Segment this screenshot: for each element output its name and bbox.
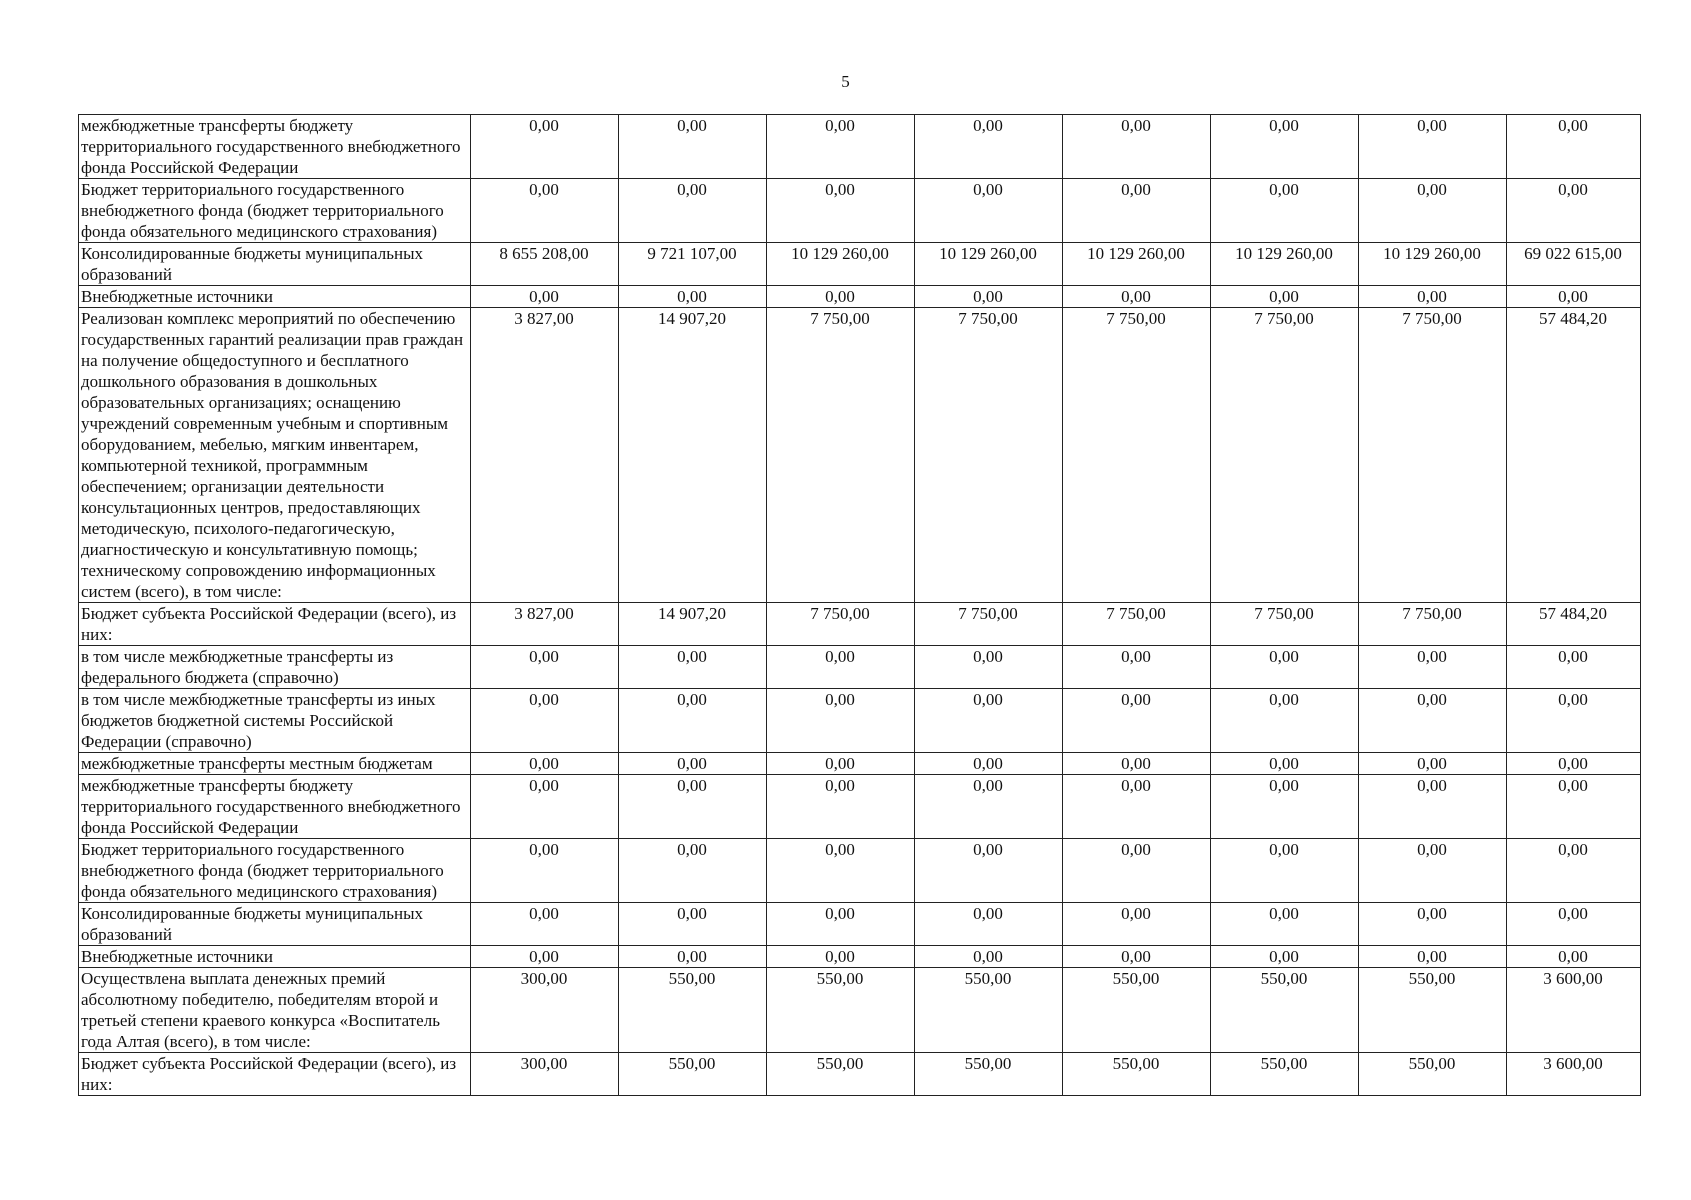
row-value-col-1: 0,00 (471, 179, 619, 243)
row-value-col-8: 0,00 (1507, 903, 1641, 946)
row-label: в том числе межбюджетные трансферты из иных бюджетов бюджетной системы Российской Федерации (справочно) (79, 689, 471, 753)
row-value-col-4: 550,00 (915, 1053, 1063, 1096)
row-value-col-6: 7 750,00 (1211, 603, 1359, 646)
row-value-col-5: 0,00 (1063, 753, 1211, 775)
row-value-col-8: 0,00 (1507, 179, 1641, 243)
row-value-col-6: 0,00 (1211, 179, 1359, 243)
row-value-col-2: 0,00 (619, 753, 767, 775)
row-value-col-2: 0,00 (619, 903, 767, 946)
budget-table (78, 114, 1641, 1096)
row-value-col-1: 300,00 (471, 968, 619, 1053)
row-value-col-8: 0,00 (1507, 775, 1641, 839)
row-value-col-2: 0,00 (619, 646, 767, 689)
row-value-col-7: 0,00 (1359, 775, 1507, 839)
row-value-col-4: 7 750,00 (915, 308, 1063, 603)
row-value-col-5: 0,00 (1063, 775, 1211, 839)
table-row (79, 646, 1641, 689)
row-label: межбюджетные трансферты бюджету территориального государственного внебюджетного фонда Российской Федерации (79, 115, 471, 179)
row-value-col-8: 57 484,20 (1507, 603, 1641, 646)
row-value-col-3: 0,00 (767, 775, 915, 839)
row-label: Бюджет территориального государственного внебюджетного фонда (бюджет территориального фонда обязательного медицинского страхования) (79, 179, 471, 243)
row-value-col-8: 0,00 (1507, 286, 1641, 308)
row-value-col-5: 0,00 (1063, 839, 1211, 903)
row-value-col-3: 0,00 (767, 179, 915, 243)
row-value-col-4: 0,00 (915, 646, 1063, 689)
table-row (79, 243, 1641, 286)
row-value-col-7: 0,00 (1359, 946, 1507, 968)
row-value-col-4: 0,00 (915, 753, 1063, 775)
row-value-col-2: 0,00 (619, 839, 767, 903)
row-value-col-7: 0,00 (1359, 115, 1507, 179)
row-value-col-6: 0,00 (1211, 753, 1359, 775)
row-value-col-4: 0,00 (915, 946, 1063, 968)
row-value-col-8: 0,00 (1507, 946, 1641, 968)
row-value-col-4: 550,00 (915, 968, 1063, 1053)
row-value-col-2: 550,00 (619, 1053, 767, 1096)
row-value-col-7: 7 750,00 (1359, 308, 1507, 603)
row-value-col-1: 300,00 (471, 1053, 619, 1096)
row-value-col-6: 550,00 (1211, 1053, 1359, 1096)
row-value-col-5: 0,00 (1063, 903, 1211, 946)
row-label: Внебюджетные источники (79, 286, 471, 308)
row-value-col-7: 0,00 (1359, 903, 1507, 946)
row-value-col-5: 0,00 (1063, 115, 1211, 179)
row-value-col-4: 0,00 (915, 179, 1063, 243)
row-value-col-6: 10 129 260,00 (1211, 243, 1359, 286)
row-value-col-8: 57 484,20 (1507, 308, 1641, 603)
row-value-col-5: 0,00 (1063, 286, 1211, 308)
row-value-col-7: 7 750,00 (1359, 603, 1507, 646)
row-value-col-7: 0,00 (1359, 179, 1507, 243)
table-row (79, 115, 1641, 179)
table-row (79, 308, 1641, 603)
row-value-col-4: 10 129 260,00 (915, 243, 1063, 286)
row-label: Внебюджетные источники (79, 946, 471, 968)
row-value-col-1: 0,00 (471, 946, 619, 968)
row-value-col-3: 0,00 (767, 115, 915, 179)
row-value-col-2: 14 907,20 (619, 308, 767, 603)
table-row (79, 968, 1641, 1053)
row-label: Бюджет субъекта Российской Федерации (всего), из них: (79, 1053, 471, 1096)
row-value-col-5: 550,00 (1063, 968, 1211, 1053)
row-value-col-3: 7 750,00 (767, 308, 915, 603)
row-value-col-7: 0,00 (1359, 753, 1507, 775)
table-row (79, 603, 1641, 646)
row-label: в том числе межбюджетные трансферты из федерального бюджета (справочно) (79, 646, 471, 689)
row-value-col-7: 0,00 (1359, 689, 1507, 753)
row-value-col-8: 0,00 (1507, 839, 1641, 903)
row-value-col-1: 0,00 (471, 115, 619, 179)
row-value-col-8: 0,00 (1507, 115, 1641, 179)
row-value-col-4: 0,00 (915, 115, 1063, 179)
row-value-col-3: 0,00 (767, 946, 915, 968)
row-value-col-6: 0,00 (1211, 646, 1359, 689)
row-value-col-8: 3 600,00 (1507, 968, 1641, 1053)
row-value-col-1: 0,00 (471, 775, 619, 839)
row-value-col-2: 0,00 (619, 286, 767, 308)
row-value-col-6: 0,00 (1211, 946, 1359, 968)
row-value-col-4: 0,00 (915, 903, 1063, 946)
row-value-col-8: 0,00 (1507, 753, 1641, 775)
table-row (79, 179, 1641, 243)
row-value-col-5: 7 750,00 (1063, 308, 1211, 603)
row-label: межбюджетные трансферты бюджету территориального государственного внебюджетного фонда Российской Федерации (79, 775, 471, 839)
table-row (79, 775, 1641, 839)
row-value-col-6: 7 750,00 (1211, 308, 1359, 603)
row-value-col-3: 0,00 (767, 646, 915, 689)
row-value-col-5: 0,00 (1063, 689, 1211, 753)
row-value-col-3: 0,00 (767, 753, 915, 775)
row-value-col-2: 14 907,20 (619, 603, 767, 646)
row-value-col-5: 550,00 (1063, 1053, 1211, 1096)
row-label: Бюджет территориального государственного внебюджетного фонда (бюджет территориального фонда обязательного медицинского страхования) (79, 839, 471, 903)
row-value-col-2: 0,00 (619, 775, 767, 839)
row-label: Осуществлена выплата денежных премий абсолютному победителю, победителям второй и третьей степени краевого конкурса «Воспитатель года Алтая (всего), в том числе: (79, 968, 471, 1053)
row-value-col-1: 0,00 (471, 903, 619, 946)
row-value-col-2: 9 721 107,00 (619, 243, 767, 286)
table-body (79, 115, 1641, 1096)
row-label: Бюджет субъекта Российской Федерации (всего), из них: (79, 603, 471, 646)
row-value-col-7: 550,00 (1359, 968, 1507, 1053)
row-value-col-2: 550,00 (619, 968, 767, 1053)
row-value-col-8: 3 600,00 (1507, 1053, 1641, 1096)
row-value-col-3: 550,00 (767, 968, 915, 1053)
row-label: Реализован комплекс мероприятий по обеспечению государственных гарантий реализации прав граждан на получение общедоступного и бесплатного дошкольного образования в дошкольных образовательных организациях; оснащению учреждений современным учебным и спортивным оборудованием, мебелью, мягким инвентарем, компьютерной техникой, программным обеспечением; организации деятельности консультационных центров, предоставляющих методическую, психолого-педагогическую, диагностическую и консультативную помощь; техническому сопровождению информационных систем (всего), в том числе: (79, 308, 471, 603)
row-value-col-6: 0,00 (1211, 903, 1359, 946)
row-value-col-5: 7 750,00 (1063, 603, 1211, 646)
row-value-col-3: 7 750,00 (767, 603, 915, 646)
row-value-col-1: 0,00 (471, 753, 619, 775)
row-value-col-7: 0,00 (1359, 839, 1507, 903)
row-label: Консолидированные бюджеты муниципальных образований (79, 243, 471, 286)
row-label: Консолидированные бюджеты муниципальных образований (79, 903, 471, 946)
row-value-col-8: 0,00 (1507, 646, 1641, 689)
row-value-col-1: 3 827,00 (471, 308, 619, 603)
row-value-col-4: 0,00 (915, 286, 1063, 308)
row-value-col-8: 0,00 (1507, 689, 1641, 753)
row-value-col-7: 550,00 (1359, 1053, 1507, 1096)
row-value-col-6: 0,00 (1211, 689, 1359, 753)
row-value-col-3: 550,00 (767, 1053, 915, 1096)
row-value-col-6: 550,00 (1211, 968, 1359, 1053)
row-value-col-3: 0,00 (767, 689, 915, 753)
row-value-col-4: 0,00 (915, 839, 1063, 903)
row-value-col-4: 0,00 (915, 689, 1063, 753)
table-row (79, 689, 1641, 753)
row-value-col-7: 10 129 260,00 (1359, 243, 1507, 286)
row-value-col-5: 0,00 (1063, 646, 1211, 689)
row-value-col-7: 0,00 (1359, 646, 1507, 689)
row-value-col-3: 0,00 (767, 839, 915, 903)
row-value-col-4: 7 750,00 (915, 603, 1063, 646)
row-value-col-3: 0,00 (767, 903, 915, 946)
row-value-col-1: 0,00 (471, 689, 619, 753)
row-value-col-1: 8 655 208,00 (471, 243, 619, 286)
row-value-col-6: 0,00 (1211, 286, 1359, 308)
row-value-col-8: 69 022 615,00 (1507, 243, 1641, 286)
page-number: 5 (841, 72, 850, 91)
row-value-col-1: 3 827,00 (471, 603, 619, 646)
row-value-col-7: 0,00 (1359, 286, 1507, 308)
row-value-col-4: 0,00 (915, 775, 1063, 839)
table-row (79, 753, 1641, 775)
table-row (79, 903, 1641, 946)
row-value-col-6: 0,00 (1211, 775, 1359, 839)
row-value-col-1: 0,00 (471, 839, 619, 903)
row-value-col-3: 10 129 260,00 (767, 243, 915, 286)
row-value-col-5: 0,00 (1063, 179, 1211, 243)
row-value-col-6: 0,00 (1211, 839, 1359, 903)
row-value-col-2: 0,00 (619, 115, 767, 179)
row-label: межбюджетные трансферты местным бюджетам (79, 753, 471, 775)
row-value-col-2: 0,00 (619, 179, 767, 243)
row-value-col-2: 0,00 (619, 946, 767, 968)
row-value-col-3: 0,00 (767, 286, 915, 308)
table-row (79, 946, 1641, 968)
table-row (79, 1053, 1641, 1096)
row-value-col-1: 0,00 (471, 286, 619, 308)
row-value-col-5: 10 129 260,00 (1063, 243, 1211, 286)
table-row (79, 286, 1641, 308)
table-row (79, 839, 1641, 903)
row-value-col-2: 0,00 (619, 689, 767, 753)
row-value-col-5: 0,00 (1063, 946, 1211, 968)
row-value-col-6: 0,00 (1211, 115, 1359, 179)
row-value-col-1: 0,00 (471, 646, 619, 689)
